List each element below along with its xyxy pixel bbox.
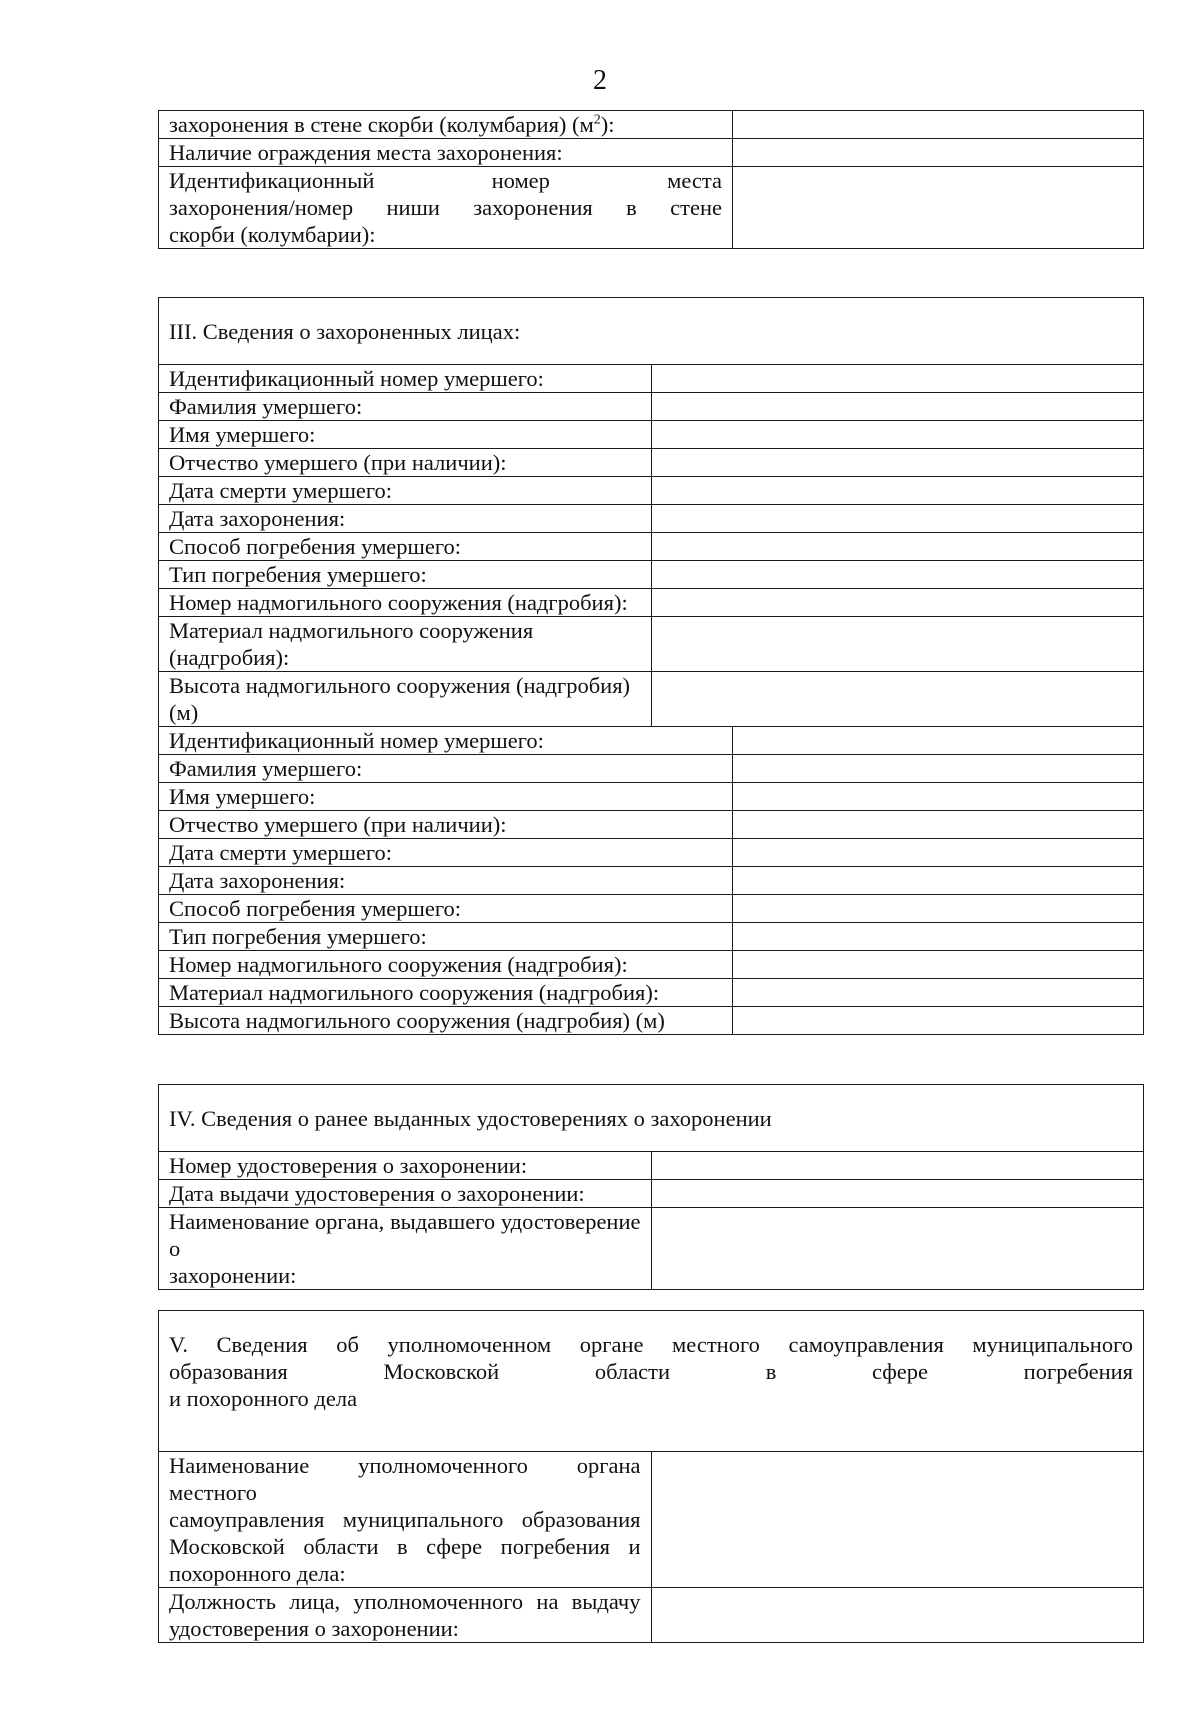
field-label: Дата захоронения: (159, 867, 733, 895)
field-value[interactable] (651, 561, 1144, 589)
authorized-body-table (158, 1310, 1144, 1643)
table-row (159, 951, 1144, 979)
field-label: Дата смерти умершего: (159, 839, 733, 867)
field-value[interactable] (733, 755, 1144, 783)
field-label: Дата захоронения: (159, 505, 652, 533)
field-value[interactable] (651, 589, 1144, 617)
field-value-columbarium-area[interactable] (733, 111, 1144, 139)
table-row (159, 139, 1144, 167)
section-heading-row (159, 1085, 1144, 1152)
table-row (159, 755, 1144, 783)
burial-place-continued-table (158, 110, 1144, 249)
field-value[interactable] (651, 393, 1144, 421)
field-label: Имя умершего: (159, 783, 733, 811)
field-label: Идентификационный номер умершего: (159, 365, 652, 393)
table-row (159, 1588, 1144, 1643)
field-label: Способ погребения умершего: (159, 533, 652, 561)
section-heading-row (159, 1311, 1144, 1452)
table-row (159, 589, 1144, 617)
field-label: Номер надмогильного сооружения (надгробия): (159, 589, 652, 617)
field-label: Высота надмогильного сооружения (надгробия) (м) (159, 672, 652, 727)
field-label: Отчество умершего (при наличии): (159, 449, 652, 477)
field-label: Отчество умершего (при наличии): (159, 811, 733, 839)
table-row (159, 1452, 1144, 1588)
table-row (159, 783, 1144, 811)
field-label-issuing-authority: Наименование органа, выдавшего удостоверение о захоронении: (159, 1208, 652, 1290)
field-value[interactable] (733, 923, 1144, 951)
table-row (159, 617, 1144, 672)
field-value[interactable] (651, 421, 1144, 449)
table-row (159, 505, 1144, 533)
field-label: Номер надмогильного сооружения (надгробия): (159, 951, 733, 979)
field-value[interactable] (651, 617, 1144, 672)
field-label-authorized-body-name: Наименование уполномоченного органа местного самоуправления муниципального образования Московской области в сфере погребения и похоронного дела: (159, 1452, 652, 1588)
field-value[interactable] (733, 895, 1144, 923)
field-label-fence: Наличие ограждения места захоронения: (159, 139, 733, 167)
field-value[interactable] (651, 477, 1144, 505)
field-label: Способ погребения умершего: (159, 895, 733, 923)
page-number: 2 (593, 65, 607, 96)
table-row (159, 111, 1144, 139)
field-value[interactable] (733, 783, 1144, 811)
field-value[interactable] (733, 811, 1144, 839)
field-label: Тип погребения умершего: (159, 561, 652, 589)
field-value[interactable] (651, 449, 1144, 477)
field-value[interactable] (733, 867, 1144, 895)
field-label: Фамилия умершего: (159, 393, 652, 421)
table-row (159, 561, 1144, 589)
field-value[interactable] (651, 505, 1144, 533)
table-row (159, 895, 1144, 923)
buried-persons-table-1 (158, 297, 1144, 727)
field-value[interactable] (733, 839, 1144, 867)
field-value-authorized-body-name[interactable] (651, 1452, 1144, 1588)
field-label-burial-id: Идентификационный номер места захоронения/номер ниши захоронения в стене скорби (колумбарии): (159, 167, 733, 249)
field-value-fence[interactable] (733, 139, 1144, 167)
field-value[interactable] (651, 1152, 1144, 1180)
table-row (159, 477, 1144, 505)
field-value[interactable] (651, 533, 1144, 561)
field-value[interactable] (651, 672, 1144, 727)
section-heading-row (159, 298, 1144, 365)
field-label: Тип погребения умершего: (159, 923, 733, 951)
table-row (159, 1007, 1144, 1035)
field-value[interactable] (733, 727, 1144, 755)
table-row (159, 533, 1144, 561)
table-row (159, 167, 1144, 249)
field-label: Идентификационный номер умершего: (159, 727, 733, 755)
table-row (159, 672, 1144, 727)
field-label: Материал надмогильного сооружения (надгробия): (159, 617, 652, 672)
field-label: Номер удостоверения о захоронении: (159, 1152, 652, 1180)
field-label: Дата смерти умершего: (159, 477, 652, 505)
field-value[interactable] (733, 951, 1144, 979)
field-label-official-position: Должность лица, уполномоченного на выдачу удостоверения о захоронении: (159, 1588, 652, 1643)
table-row (159, 867, 1144, 895)
section-3-title: III. Сведения о захороненных лицах: (159, 298, 1144, 365)
buried-persons-table-2 (158, 726, 1144, 1035)
field-label: Фамилия умершего: (159, 755, 733, 783)
table-row (159, 421, 1144, 449)
table-row (159, 1180, 1144, 1208)
field-value-burial-id[interactable] (733, 167, 1144, 249)
section-4-title: IV. Сведения о ранее выданных удостоверениях о захоронении (159, 1085, 1144, 1152)
previous-certificates-table (158, 1084, 1144, 1290)
table-row (159, 979, 1144, 1007)
field-label-columbarium-area: захоронения в стене скорби (колумбария) $(м^2)$: (159, 111, 733, 139)
table-row (159, 393, 1144, 421)
field-value-official-position[interactable] (651, 1588, 1144, 1643)
field-value[interactable] (733, 979, 1144, 1007)
field-value[interactable] (651, 365, 1144, 393)
table-row (159, 365, 1144, 393)
table-row (159, 1208, 1144, 1290)
table-row (159, 1152, 1144, 1180)
field-value-issuing-authority[interactable] (651, 1208, 1144, 1290)
field-label: Высота надмогильного сооружения (надгробия) (м) (159, 1007, 733, 1035)
field-label: Дата выдачи удостоверения о захоронении: (159, 1180, 652, 1208)
table-row (159, 923, 1144, 951)
table-row (159, 839, 1144, 867)
table-row (159, 727, 1144, 755)
field-value[interactable] (733, 1007, 1144, 1035)
table-row (159, 449, 1144, 477)
field-value[interactable] (651, 1180, 1144, 1208)
section-5-title: V. Сведения об уполномоченном органе местного самоуправления муниципального образования Московской области в сфере погребения и похоронного дела (159, 1311, 1144, 1452)
table-row (159, 811, 1144, 839)
field-label: Материал надмогильного сооружения (надгробия): (159, 979, 733, 1007)
field-label: Имя умершего: (159, 421, 652, 449)
